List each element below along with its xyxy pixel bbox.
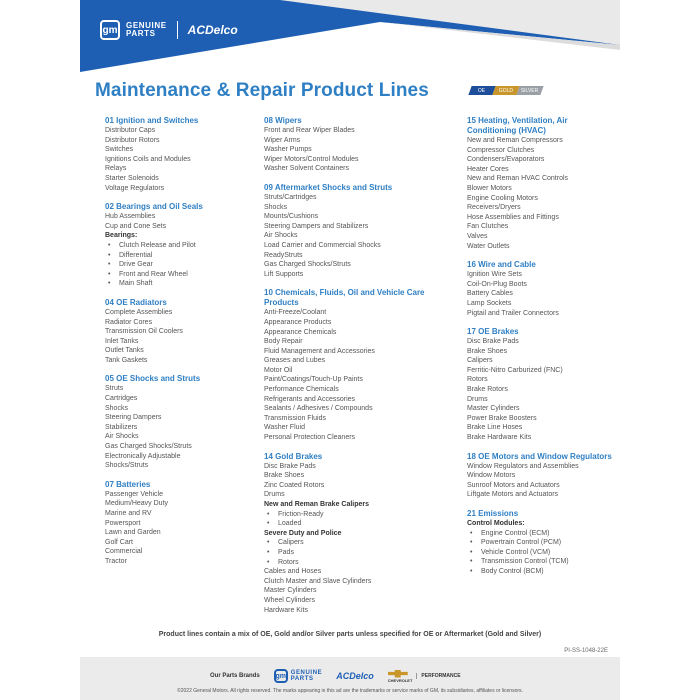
brand-divider — [177, 21, 178, 39]
list-item: Air Shocks — [105, 433, 139, 441]
bullet-item: • Differential — [105, 251, 255, 261]
list-item: Inlet Tanks — [105, 337, 139, 345]
bullet-item: • Calipers — [264, 538, 449, 548]
list-item: Water Outlets — [467, 242, 510, 250]
product-note: Product lines contain a mix of OE, Gold and/or Silver parts unless specified for OE or Aftermarket (Gold and Silver) — [158, 631, 542, 638]
list-item: Disc Brake Pads — [264, 462, 316, 470]
list-item: Performance Chemicals — [264, 386, 339, 394]
list-item: Struts/Cartridges — [264, 193, 317, 201]
list-item: Calipers — [467, 357, 493, 365]
list-item: Shocks/Struts — [105, 462, 149, 470]
list-item: Paint/Coatings/Touch-Up Paints — [264, 376, 363, 384]
list-item: Refrigerants and Accessories — [264, 395, 356, 403]
section-title: 09 Aftermarket Shocks and Struts — [264, 182, 393, 192]
list-item: Front and Rear Wiper Blades — [264, 127, 355, 134]
bullet-item: • Front and Rear Wheel — [105, 270, 255, 280]
list-item: Gas Charged Shocks/Struts — [105, 443, 192, 451]
section-title: 08 Wipers — [264, 116, 302, 125]
list-item: Coil-On-Plug Boots — [467, 280, 527, 288]
list-item: Radiator Cores — [105, 318, 153, 326]
product-section — [264, 452, 449, 616]
list-item: Heater Cores — [467, 165, 509, 173]
list-item: Transmission Fluids — [264, 414, 326, 422]
list-item: Steering Dampers — [105, 414, 162, 422]
bullet-item: • Engine Control (ECM) — [467, 529, 617, 539]
list-item: Disc Brake Pads — [467, 338, 519, 346]
list-item: Appearance Products — [264, 318, 332, 326]
list-item: Fluid Management and Accessories — [264, 347, 375, 355]
column-2 — [264, 116, 449, 624]
section-title: 07 Batteries — [105, 479, 151, 489]
list-item: ReadyStruts — [264, 251, 303, 259]
copyright-text: ©2022 General Motors. All rights reserved. The marks appearing in this ad are the trademarks or service marks of GM, its subsidiaries, affiliates or licensors. — [177, 688, 523, 694]
gm-logo: gm — [100, 20, 120, 40]
list-item: Relays — [105, 165, 127, 173]
footer-chevrolet-performance-logo: CHEVROLET PERFORMANCE — [388, 670, 461, 683]
list-item: Motor Oil — [264, 366, 293, 374]
list-item: Load Carrier and Commercial Shocks — [264, 241, 381, 249]
list-item: Tractor — [105, 557, 127, 565]
section-title: 16 Wire and Cable — [467, 260, 536, 270]
list-item: Body Repair — [264, 338, 303, 346]
list-item: Air Shocks — [264, 232, 298, 240]
list-item: Washer Pumps — [264, 146, 312, 154]
footer-gm-genuine-parts-logo: gm GENUINE PARTS — [275, 670, 323, 682]
subheading: Control Modules: — [467, 520, 525, 527]
list-item: Sealants / Adhesives / Compounds — [264, 405, 373, 413]
badge-silver: SILVER — [516, 86, 543, 95]
list-item: Zinc Coated Rotors — [264, 481, 325, 489]
list-item: Condensers/Evaporators — [467, 156, 545, 164]
list-item: Shocks — [264, 203, 287, 211]
section-title: 01 Ignition and Switches — [105, 116, 199, 125]
list-item: Medium/Heavy Duty — [105, 500, 169, 508]
list-item: Master Cylinders — [264, 587, 317, 595]
product-section — [264, 183, 449, 279]
product-section — [467, 327, 617, 443]
footer-brands — [210, 669, 461, 683]
list-item: Distributor Rotors — [105, 136, 160, 144]
list-item: Engine Cooling Motors — [467, 194, 538, 202]
list-item: Powersport — [105, 519, 141, 527]
list-item: Appearance Chemicals — [264, 328, 337, 336]
list-item: Ferritic-Nitro Carburized (FNC) — [467, 366, 563, 374]
list-item: Brake Shoes — [467, 347, 508, 355]
acdelco-logo: ACDelco — [187, 23, 238, 37]
list-item: Passenger Vehicle — [105, 490, 163, 498]
list-item: Ignitions Coils and Modules — [105, 155, 191, 163]
bullet-item: • Rotors — [264, 558, 449, 568]
product-section — [467, 260, 617, 318]
page-title: Maintenance & Repair Product Lines — [95, 80, 429, 101]
section-title: 18 OE Motors and Window Regulators — [467, 451, 612, 461]
list-item: Window Motors — [467, 472, 516, 480]
list-item: Power Brake Boosters — [467, 414, 537, 422]
list-item: Brake Rotors — [467, 386, 508, 394]
list-item: Compressor Clutches — [467, 146, 535, 154]
product-section — [105, 116, 255, 193]
section-title: 21 Emissions — [467, 509, 519, 518]
list-item: Anti-Freeze/Coolant — [264, 309, 327, 317]
list-item: Starter Solenoids — [105, 174, 159, 182]
bullet-item: • Powertrain Control (PCM) — [467, 538, 617, 548]
footer — [80, 657, 620, 700]
product-sheet — [80, 0, 620, 700]
bullet-item: • Drive Gear — [105, 260, 255, 270]
subheading: Severe Duty and Police — [264, 529, 342, 537]
product-section — [264, 288, 449, 442]
header-brand — [100, 20, 238, 40]
bullet-item: • Vehicle Control (VCM) — [467, 548, 617, 558]
list-item: Cup and Cone Sets — [105, 222, 167, 230]
list-item: Lamp Sockets — [467, 299, 512, 307]
badge-oe: OE — [468, 86, 495, 95]
list-item: New and Reman HVAC Controls — [467, 175, 569, 183]
section-title: 02 Bearings and Oil Seals — [105, 202, 203, 212]
chevrolet-bowtie-icon — [388, 670, 408, 678]
list-item: Pigtail and Trailer Connectors — [467, 309, 559, 317]
list-item: Hardware Kits — [264, 606, 308, 614]
section-title: 14 Gold Brakes — [264, 451, 323, 461]
product-section — [105, 298, 255, 366]
header-banner — [80, 0, 620, 72]
bullet-item: • Clutch Release and Pilot — [105, 241, 255, 251]
section-title: 17 OE Brakes — [467, 327, 519, 337]
list-item: Marine and RV — [105, 510, 152, 517]
list-item: Steering Dampers and Stabilizers — [264, 222, 369, 230]
product-section — [264, 116, 449, 174]
list-item: Lawn and Garden — [105, 529, 161, 537]
bullet-item: • Body Control (BCM) — [467, 567, 617, 577]
section-title: 05 OE Shocks and Struts — [105, 374, 201, 384]
subheading: Bearings: — [105, 232, 138, 240]
bullet-item: • Transmission Control (TCM) — [467, 557, 617, 567]
product-section — [467, 509, 617, 577]
list-item: Brake Shoes — [264, 472, 305, 480]
list-item: Commercial — [105, 548, 143, 556]
product-section — [105, 202, 255, 289]
list-item: Valves — [467, 232, 488, 240]
list-item: Cables and Hoses — [264, 568, 322, 576]
list-item: Complete Assemblies — [105, 308, 173, 316]
column-1 — [105, 116, 255, 576]
list-item: Drums — [264, 491, 285, 499]
list-item: Washer Solvent Containers — [264, 165, 349, 173]
product-section — [467, 116, 617, 251]
list-item: Greases and Lubes — [264, 357, 326, 365]
list-item: Mounts/Cushions — [264, 213, 319, 221]
list-item: Wheel Cylinders — [264, 596, 315, 604]
tier-badges — [470, 86, 542, 95]
section-title: 04 OE Radiators — [105, 297, 167, 307]
list-item: Lift Supports — [264, 270, 304, 278]
list-item: Hub Assemblies — [105, 213, 156, 221]
list-item: Liftgate Motors and Actuators — [467, 491, 559, 499]
list-item: Master Cylinders — [467, 405, 520, 413]
bullet-item: • Loaded — [264, 519, 449, 529]
list-item: Shocks — [105, 404, 128, 412]
list-item: Distributor Caps — [105, 127, 156, 134]
product-section — [105, 374, 255, 470]
product-section — [105, 480, 255, 567]
list-item: Drums — [467, 395, 488, 403]
bullet-item: • Friction-Ready — [264, 510, 449, 520]
section-title: 15 Heating, Ventilation, Air Conditioning (HVAC) — [467, 116, 568, 135]
footer-label: Our Parts Brands — [210, 673, 260, 679]
list-item: Outlet Tanks — [105, 347, 144, 355]
list-item: Wiper Motors/Control Modules — [264, 155, 359, 163]
badge-gold: GOLD — [492, 86, 519, 95]
list-item: Golf Cart — [105, 538, 134, 546]
list-item: Fan Clutches — [467, 223, 509, 231]
list-item: Brake Hardware Kits — [467, 434, 532, 442]
list-item: Rotors — [467, 376, 488, 384]
list-item: Electronically Adjustable — [105, 452, 181, 460]
product-section — [467, 452, 617, 500]
list-item: New and Reman Compressors — [467, 137, 563, 144]
list-item: Hose Assemblies and Fittings — [467, 213, 559, 221]
list-item: Receivers/Dryers — [467, 204, 521, 212]
footer-gm-logo: gm — [274, 669, 288, 683]
document-number: PI-SS-1048-22E — [564, 648, 608, 654]
list-item: Wiper Arms — [264, 136, 301, 144]
list-item: Washer Fluid — [264, 424, 305, 432]
list-item: Brake Line Hoses — [467, 424, 523, 432]
list-item: Ignition Wire Sets — [467, 271, 522, 279]
list-item: Transmission Oil Coolers — [105, 328, 183, 336]
list-item: Battery Cables — [467, 290, 513, 298]
list-item: Struts — [105, 385, 124, 393]
bullet-item: • Pads — [264, 548, 449, 558]
subheading: New and Reman Brake Calipers — [264, 501, 370, 508]
list-item: Tank Gaskets — [105, 356, 148, 364]
genuine-parts-logo: GENUINE PARTS — [126, 21, 167, 38]
list-item: Clutch Master and Slave Cylinders — [264, 577, 372, 585]
list-item: Switches — [105, 146, 134, 154]
list-item: Voltage Regulators — [105, 184, 165, 192]
column-3 — [467, 116, 617, 586]
footer-acdelco-logo: ACDelco — [336, 671, 374, 681]
bullet-item: • Main Shaft — [105, 279, 255, 289]
list-item: Blower Motors — [467, 184, 512, 192]
section-title: 10 Chemicals, Fluids, Oil and Vehicle Care Products — [264, 288, 425, 308]
list-item: Stabilizers — [105, 423, 138, 431]
list-item: Gas Charged Shocks/Struts — [264, 261, 351, 269]
list-item: Window Regulators and Assemblies — [467, 462, 579, 470]
list-item: Personal Protection Cleaners — [264, 434, 356, 442]
list-item: Cartridges — [105, 395, 138, 403]
list-item: Sunroof Motors and Actuators — [467, 481, 560, 489]
